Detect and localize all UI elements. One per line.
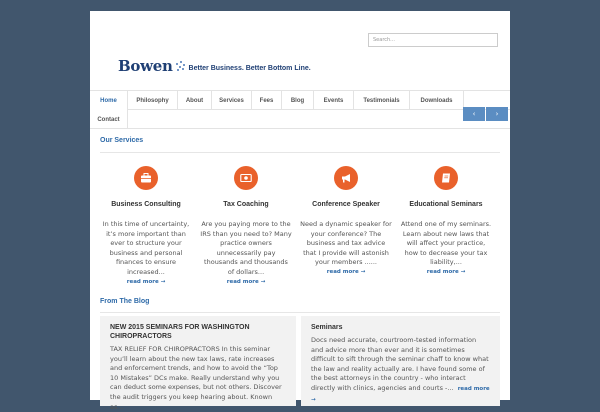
- chevron-left-icon[interactable]: ‹: [463, 107, 485, 121]
- logo-tagline: Better Business. Better Bottom Line.: [188, 64, 311, 72]
- blog-divider: [100, 312, 500, 313]
- services-heading: Our Services: [100, 137, 144, 144]
- nav-item-home[interactable]: Home: [90, 91, 128, 110]
- chevron-right-icon[interactable]: ›: [486, 107, 508, 121]
- read-more-link[interactable]: read more →: [426, 268, 466, 275]
- read-more-link[interactable]: read more →: [326, 268, 366, 275]
- blog-post-excerpt: [311, 336, 490, 405]
- nav-item-services[interactable]: Services: [212, 91, 252, 110]
- nav-item-fees[interactable]: Fees: [252, 91, 282, 110]
- blog-post-title[interactable]: Seminars: [311, 324, 343, 331]
- nav-item-blog[interactable]: Blog: [282, 91, 314, 110]
- nav-item-testimonials[interactable]: Testimonials: [354, 91, 410, 110]
- logo-dots-icon: [175, 58, 185, 74]
- service-description: Attend one of my seminars. Learn about new laws that will affect your practice, how to decrease your tax liability,...: [400, 220, 492, 267]
- service-educational-seminars: [400, 166, 492, 275]
- briefcase-icon: [134, 166, 158, 190]
- book-icon: [434, 166, 458, 190]
- service-conference-speaker: [300, 166, 392, 275]
- megaphone-icon: [334, 166, 358, 190]
- blog-post-card: [301, 316, 500, 406]
- blog-post-card: [100, 316, 296, 411]
- service-title: Tax Coaching: [223, 201, 269, 208]
- nav-item-contact[interactable]: Contact: [90, 110, 128, 129]
- service-business-consulting: [100, 166, 192, 285]
- nav-item-downloads[interactable]: Downloads: [410, 91, 464, 110]
- read-more-link[interactable]: read more →: [226, 278, 266, 285]
- service-description: Are you paying more to the IRS than you need to? Many practice owners unnecessarily pay thousands and thousands of dollars...: [200, 220, 292, 276]
- nav-item-philosophy[interactable]: Philosophy: [128, 91, 178, 110]
- services-divider: [100, 152, 500, 153]
- dollar-bill-icon: [234, 166, 258, 190]
- search-input[interactable]: Search...: [368, 33, 498, 47]
- service-title: Conference Speaker: [312, 201, 380, 208]
- read-more-link[interactable]: read more →: [311, 385, 490, 403]
- main-nav-row-2: [90, 110, 510, 129]
- blog-post-text: Docs need accurate, courtroom-tested information and advice more than ever and it is sometimes difficult to sift through the seminar chaff to know what the law and reality actually are. I have found some of the best attorneys in the country - who interact directly with clinics, agencies and courts -...: [311, 336, 489, 392]
- slider-controls: [462, 107, 508, 121]
- service-description: Need a dynamic speaker for your conference? The business and tax advice that I provide will astonish your members ......: [300, 220, 392, 267]
- service-title: Educational Seminars: [409, 201, 483, 208]
- main-nav: [90, 90, 510, 110]
- blog-post-excerpt: TAX RELIEF FOR CHIROPRACTORS In this seminar you’ll learn about the new tax laws, rate increases and enforcement trends, and how to avoid the “Top 10 Mistakes” DCs make. Really understand why you can deduct some expenses, but not others. Discover the audit triggers you keep hearing about. Known as...: [110, 345, 282, 411]
- service-title: Business Consulting: [111, 201, 181, 208]
- nav-item-about[interactable]: About: [178, 91, 212, 110]
- logo-word: Bowen: [118, 57, 173, 75]
- read-more-link[interactable]: read more →: [126, 278, 166, 285]
- blog-post-title[interactable]: NEW 2015 SEMINARS FOR WASHINGTON CHIROPRACTORS: [110, 324, 250, 340]
- service-tax-coaching: [200, 166, 292, 285]
- blog-heading: From The Blog: [100, 298, 150, 305]
- page-container: [90, 11, 510, 411]
- nav-item-events[interactable]: Events: [314, 91, 354, 110]
- service-description: In this time of uncertainty, it’s more important than ever to structure your business and personal finances to ensure increased...: [102, 220, 190, 276]
- logo[interactable]: [118, 57, 311, 75]
